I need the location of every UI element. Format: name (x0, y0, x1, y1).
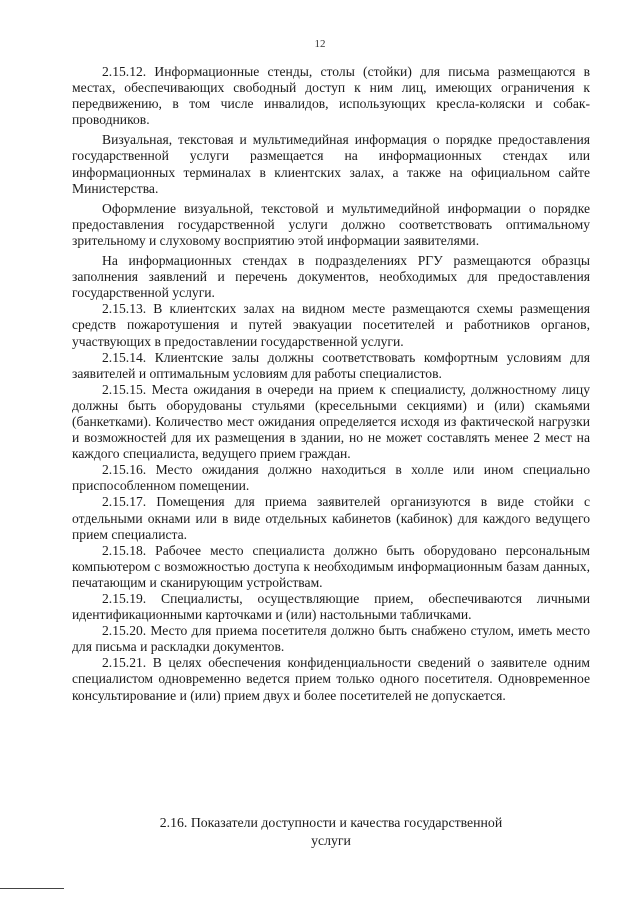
page-number: 12 (314, 38, 326, 50)
section-heading-line-1: 2.16. Показатели доступности и качества государственной (159, 815, 503, 830)
paragraph-2-15-20: 2.15.20. Место для приема посетителя должно быть снабжено стулом, иметь место для письма и раскладки документов. (72, 623, 590, 655)
paragraph-2-15-12: 2.15.12. Информационные стенды, столы (стойки) для письма размещаются в местах, обеспечивающих свободный доступ к ним лиц, имеющих ограничения к передвижению, в том числе инвалидов, использующих кресла-коляски и собак-проводников. (72, 64, 590, 128)
paragraph-2-15-21: 2.15.21. В целях обеспечения конфиденциальности сведений о заявителе одним специалистом одновременно ведется прием только одного посетителя. Одновременное консультирование и (или) прием двух и более посетителей не допускается. (72, 655, 590, 703)
footer-rule (0, 888, 64, 889)
paragraph-2-15-16: 2.15.16. Место ожидания должно находиться в холле или ином специально приспособленном помещении. (72, 462, 590, 494)
paragraph-2-15-15: 2.15.15. Места ожидания в очереди на прием к специалисту, должностному лицу должны быть оборудованы стульями (кресельными секциями) и (или) скамьями (банкетками). Количество мест ожидания определяется исходя из фактической нагрузки и возможностей для их размещения в здании, но не может составлять менее 2 мест на каждого специалиста, ведущего прием граждан. (72, 381, 590, 462)
section-heading-line-2: услуги (311, 833, 351, 848)
document-body (72, 64, 590, 704)
paragraph-2-15-18: 2.15.18. Рабочее место специалиста должно быть оборудовано персональным компьютером с возможностью доступа к необходимым информационным базам данных, печатающим и сканирующим устройствам. (72, 542, 590, 590)
paragraph-info-design: Оформление визуальной, текстовой и мультимедийной информации о порядке предоставления государственной услуги должно соответствовать оптимальному зрительному и слуховому восприятию этой информации заявителями. (72, 200, 590, 248)
paragraph-visual-info: Визуальная, текстовая и мультимедийная информация о порядке предоставления государственной услуги размещается на информационных стендах или информационных терминалах в клиентских залах, а также на официальном сайте Министерства. (72, 132, 590, 196)
paragraph-2-15-14: 2.15.14. Клиентские залы должны соответствовать комфортным условиям для заявителей и оптимальным условиям для работы специалистов. (72, 349, 590, 381)
paragraph-info-stands: На информационных стендах в подразделениях РГУ размещаются образцы заполнения заявлений и перечень документов, необходимых для предоставления государственной услуги. (72, 253, 590, 301)
paragraph-2-15-13: 2.15.13. В клиентских залах на видном месте размещаются схемы размещения средств пожаротушения и путей эвакуации посетителей и работников органов, участвующих в предоставлении государственной услуги. (72, 301, 590, 349)
paragraph-2-15-17: 2.15.17. Помещения для приема заявителей организуются в виде стойки с отдельными окнами или в виде отдельных кабинетов (кабинок) для каждого ведущего прием специалиста. (72, 494, 590, 542)
section-heading (72, 814, 590, 850)
paragraph-2-15-19: 2.15.19. Специалисты, осуществляющие прием, обеспечиваются личными идентификационными карточками и (или) настольными табличками. (72, 591, 590, 623)
